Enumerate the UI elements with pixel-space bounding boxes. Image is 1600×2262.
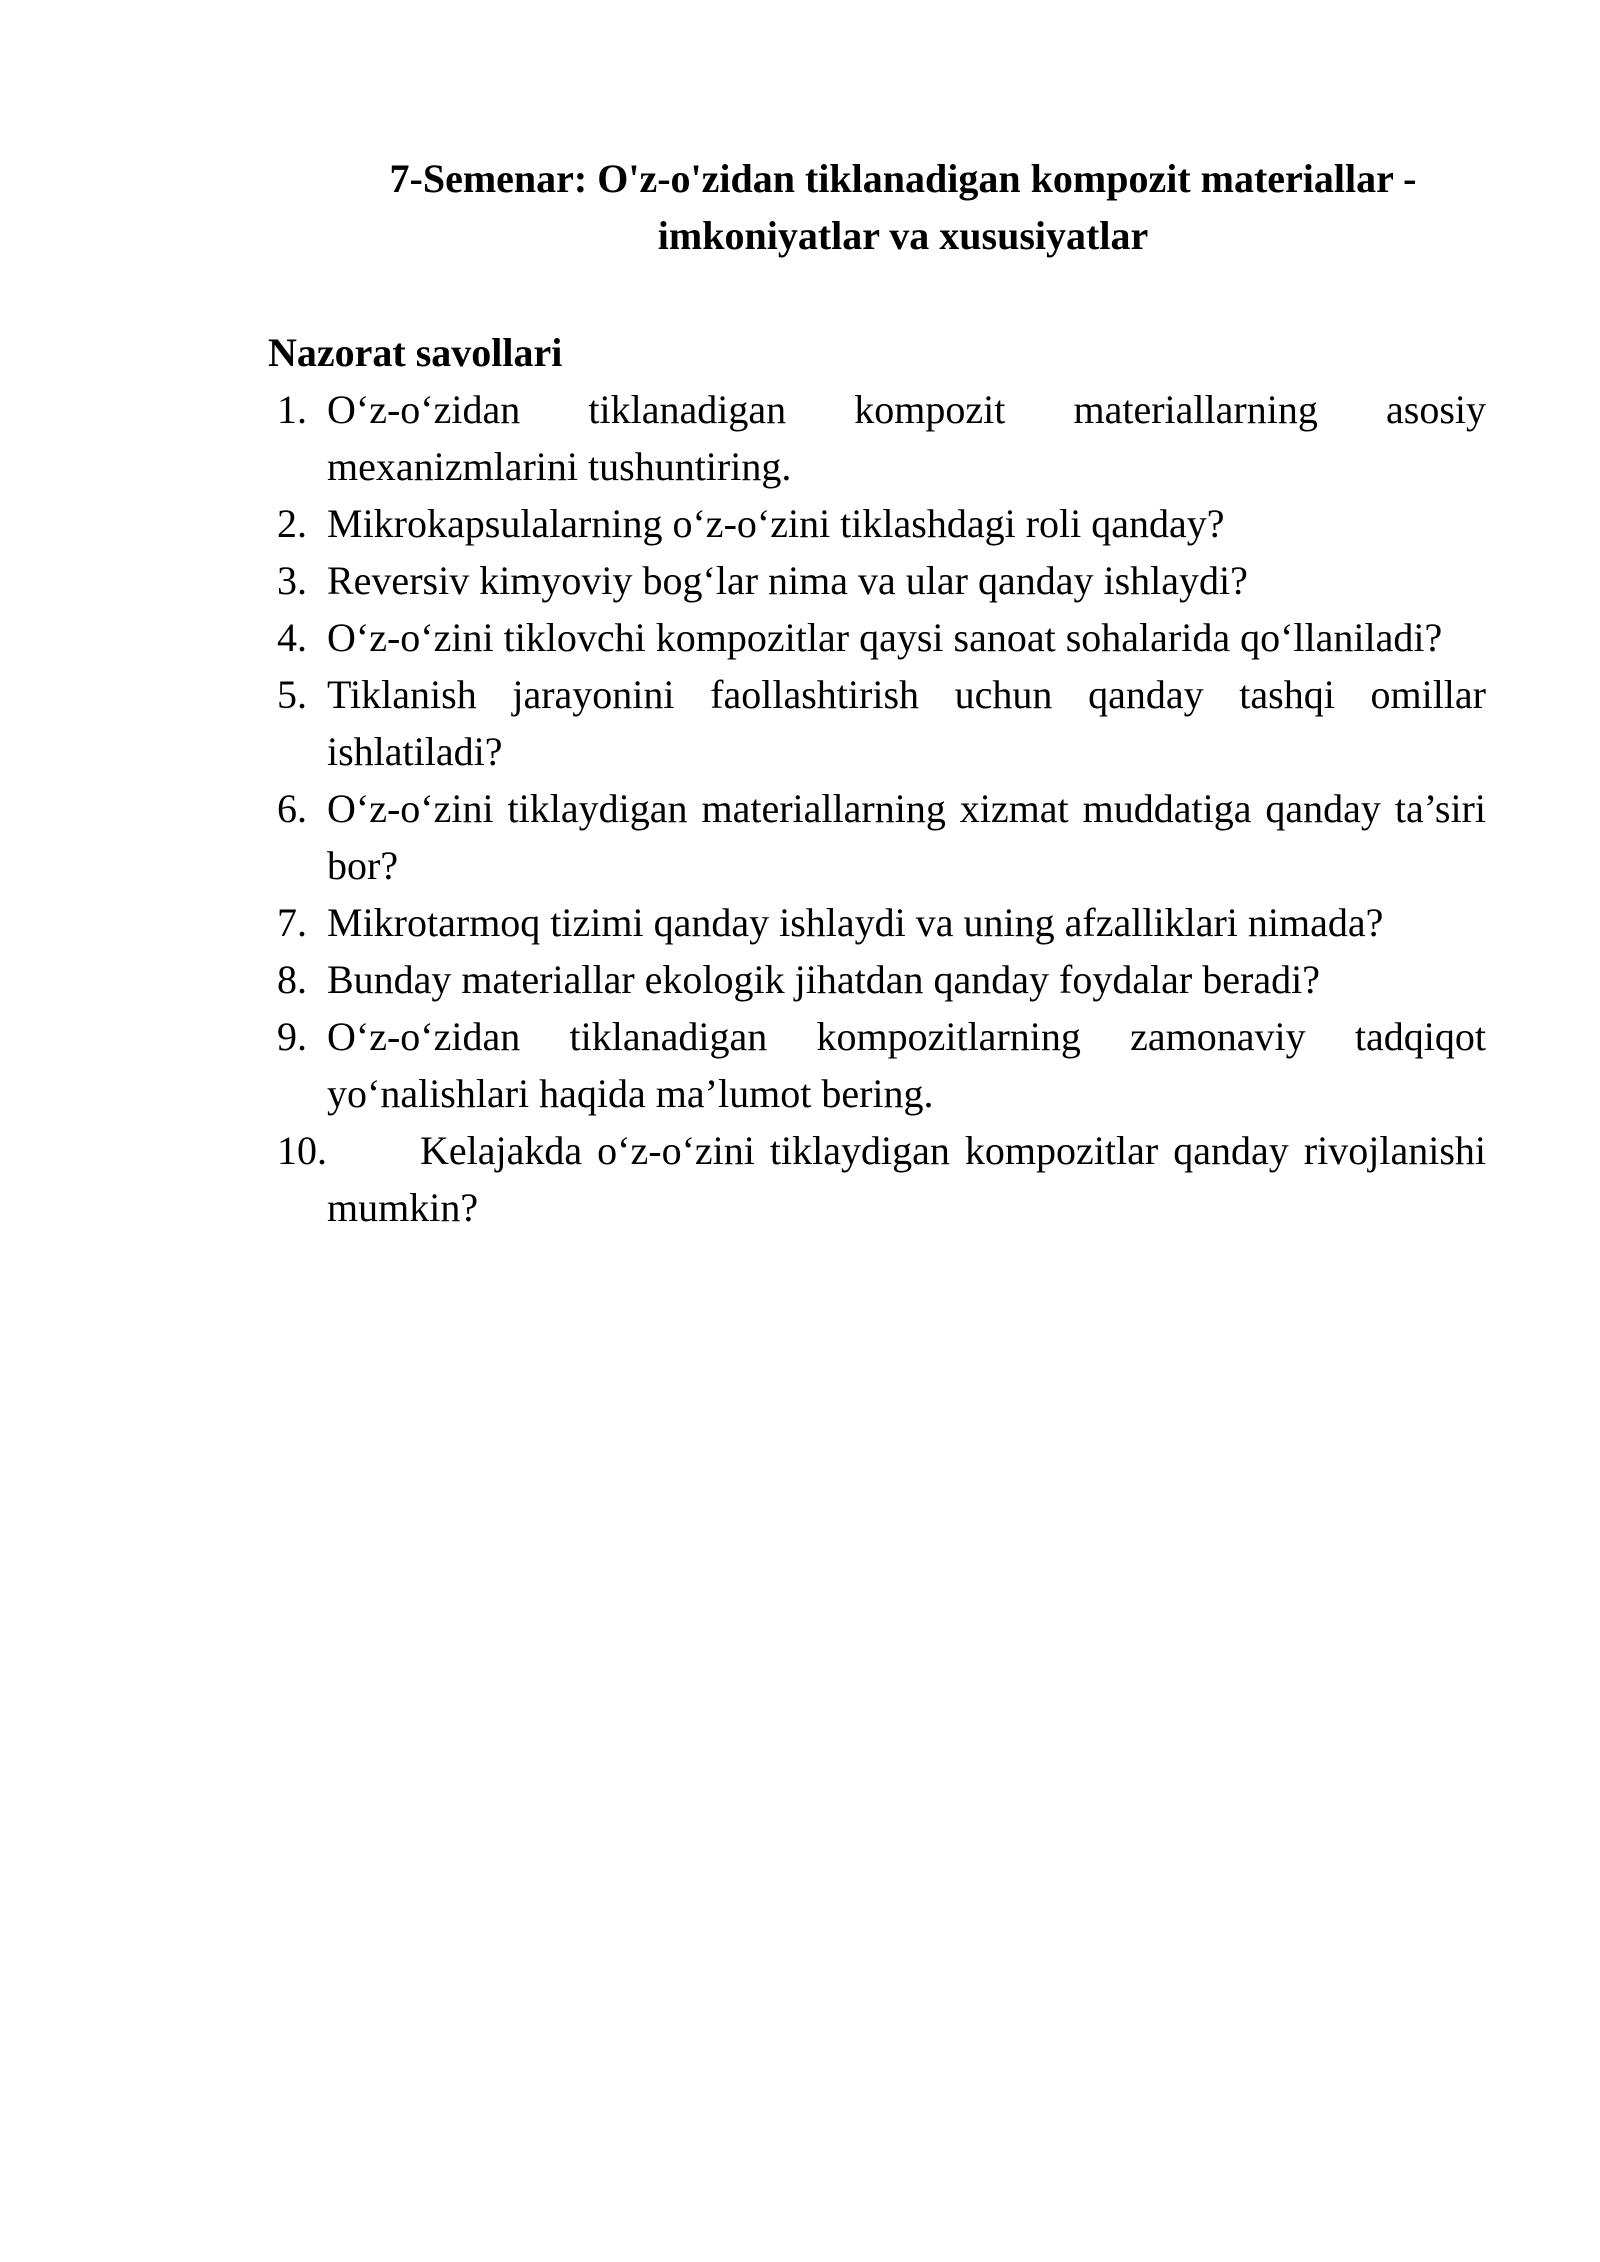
question-number: 5.: [277, 672, 307, 717]
question-number: 10.: [277, 1128, 327, 1173]
question-number: 1.: [277, 387, 307, 432]
question-item-3: [268, 552, 1486, 609]
question-text: Bunday materiallar ekologik jihatdan qanday foydalar beradi?: [327, 957, 1320, 1002]
question-number: 6.: [277, 786, 307, 831]
document-title: 7-Semenar: O'z-o'zidan tiklanadigan kompozit materiallar - imkoniyatlar va xususiyatlar: [389, 156, 1417, 258]
question-number: 7.: [277, 900, 307, 945]
question-item-9: [268, 1008, 1486, 1122]
section-heading: Nazorat savollari: [268, 330, 563, 375]
question-number: 4.: [277, 615, 307, 660]
question-text: O‘z-o‘zidan tiklanadigan kompozitlarning zamonaviy tadqiqot yo‘nalishlari haqida ma’lumot bering.: [327, 1014, 1486, 1116]
question-item-7: [268, 894, 1486, 951]
question-text: Kelajakda o‘z-o‘zini tiklaydigan kompozitlar qanday rivojlanishi mumkin?: [327, 1128, 1486, 1230]
document-page: [268, 150, 1486, 1236]
question-number: 9.: [277, 1014, 307, 1059]
question-item-1: [268, 381, 1486, 495]
question-text: Mikrotarmoq tizimi qanday ishlaydi va uning afzalliklari nimada?: [327, 900, 1384, 945]
question-text: O‘z-o‘zidan tiklanadigan kompozit materiallarning asosiy mexanizmlarini tushuntiring.: [327, 387, 1486, 489]
question-item-4: [268, 609, 1486, 666]
question-text: O‘z-o‘zini tiklovchi kompozitlar qaysi sanoat sohalarida qo‘llaniladi?: [327, 615, 1443, 660]
question-text: Mikrokapsulalarning o‘z-o‘zini tiklashdagi roli qanday?: [327, 501, 1225, 546]
question-number: 2.: [277, 501, 307, 546]
question-item-6: [268, 780, 1486, 894]
question-item-2: [268, 495, 1486, 552]
question-number: 8.: [277, 957, 307, 1002]
question-item-10: [268, 1122, 1486, 1236]
question-number: 3.: [277, 558, 307, 603]
question-text: Tiklanish jarayonini faollashtirish uchun qanday tashqi omillar ishlatiladi?: [327, 672, 1486, 774]
question-item-8: [268, 951, 1486, 1008]
question-text: Reversiv kimyoviy bog‘lar nima va ular qanday ishlaydi?: [327, 558, 1248, 603]
question-list: [268, 381, 1486, 1236]
question-text: O‘z-o‘zini tiklaydigan materiallarning xizmat muddatiga qanday ta’siri bor?: [327, 786, 1486, 888]
question-item-5: [268, 666, 1486, 780]
